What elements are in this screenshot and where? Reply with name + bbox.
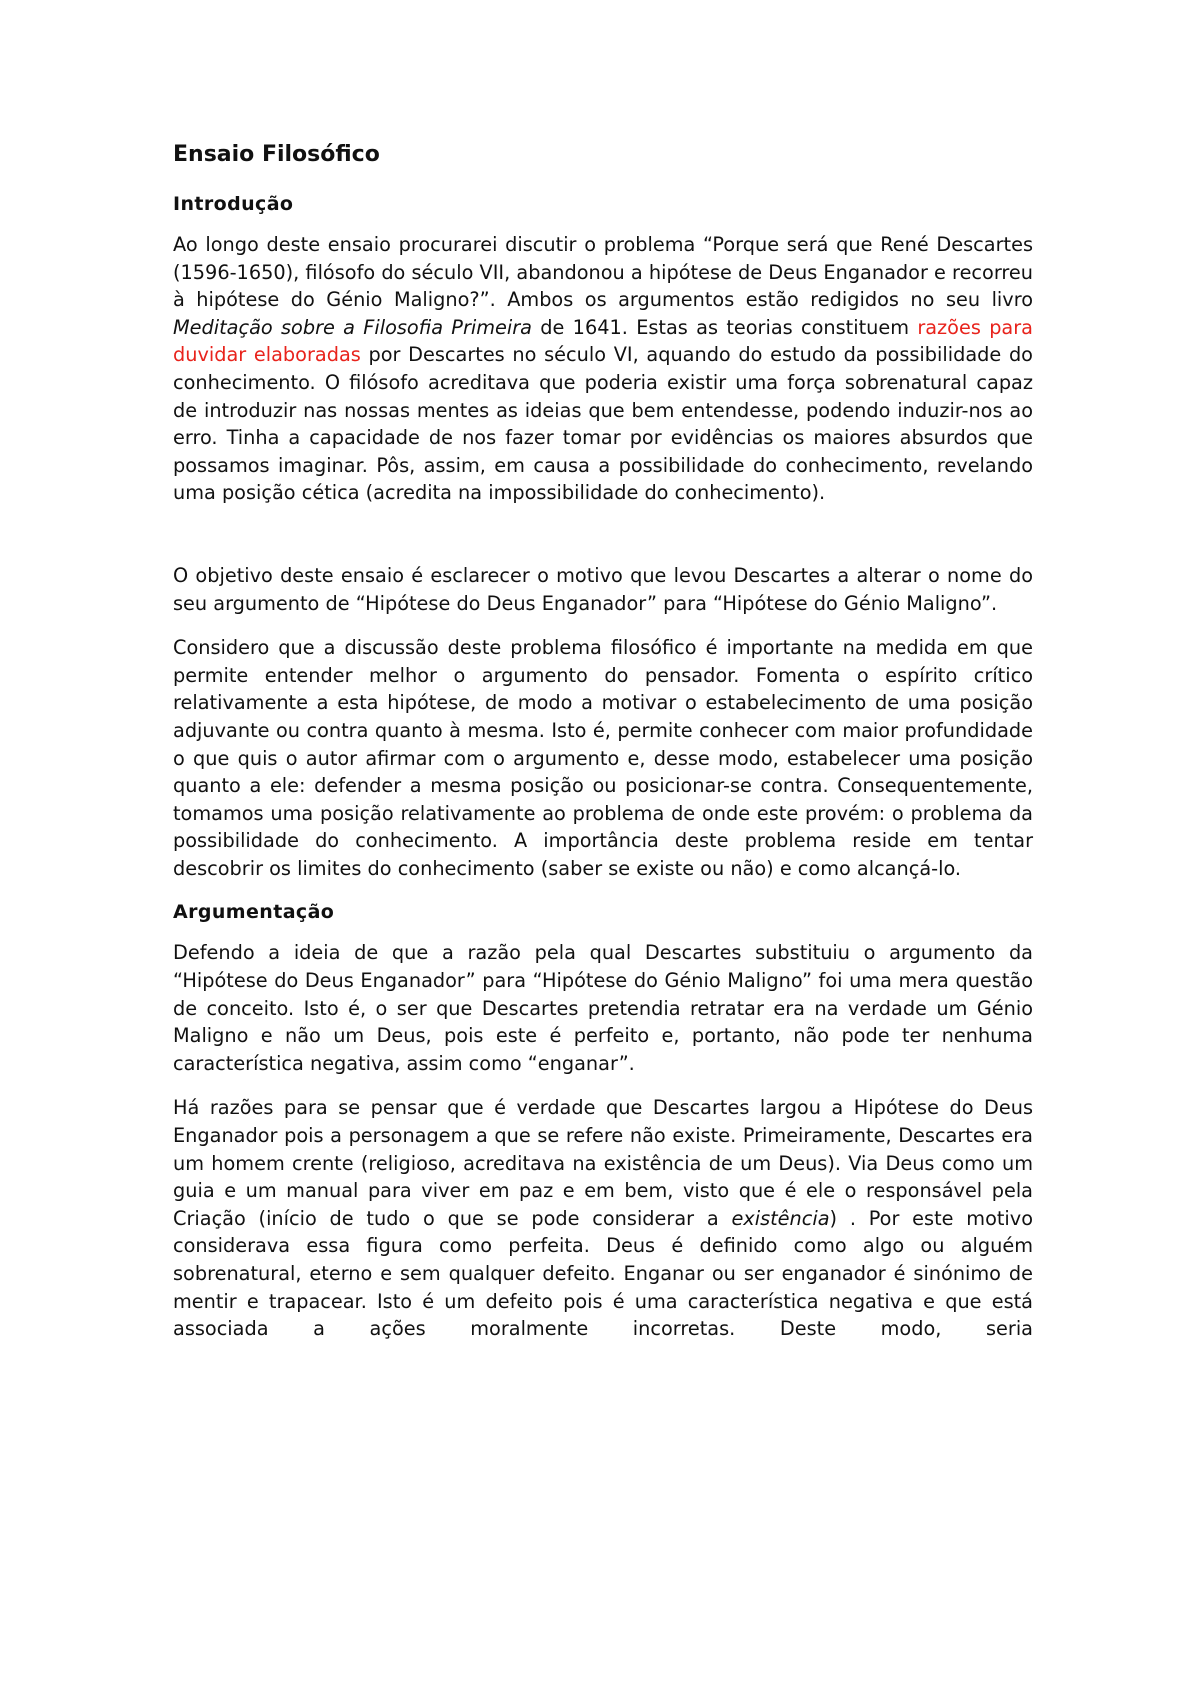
intro-p1-text-c: por Descartes no século VI, aquando do estudo da possibilidade do conhecimento. O filósofo acreditava que poderia existir uma força sobrenatural capaz de introduzir nas nossas mentes as ideias que bem entendesse, podendo induzir-nos ao erro. Tinha a capacidade de nos fazer tomar por evidências os maiores absurdos que possamos imaginar. Pôs, assim, em causa a possibilidade do conhecimento, revelando uma posição cética (acredita na impossibilidade do conhecimento). — [173, 343, 1033, 505]
highlighted-phrase: razões para duvidar elaboradas — [173, 315, 1033, 367]
argument-p2-text-a: Há razões para se pensar que é verdade que Descartes largou a Hipótese do Deus Enganador pois a personagem a que se refere não existe. Primeiramente, Descartes era um homem crente (religioso, acreditava na existência de um Deus). Via Deus como um guia e um manual para viver em paz e em bem, visto que é ele o responsável pela Criação (início de tudo o que se pode considerar a — [173, 1096, 1033, 1230]
section-heading-argument: Argumentação — [173, 901, 335, 924]
document-body — [173, 140, 1033, 1343]
argument-p2-text-b: ) . Por este motivo considerava essa figura como perfeita. Deus é definido como algo ou alguém sobrenatural, eterno e sem qualquer defeito. Enganar ou ser enganador é sinónimo de mentir e trapacear. Isto é um defeito pois é uma característica negativa e que está associada a ações moralmente incorretas. Deste modo, seria — [173, 1206, 1033, 1341]
section-heading-introduction: Introdução — [173, 193, 294, 215]
argument-paragraph-2 — [173, 1094, 1033, 1342]
intro-paragraph-2: O objetivo deste ensaio é esclarecer o motivo que levou Descartes a alterar o nome do seu argumento de “Hipótese do Deus Enganador” para “Hipótese do Génio Maligno”. — [173, 563, 1033, 615]
intro-p1-text-a: Ao longo deste ensaio procurarei discutir o problema “Porque será que René Descartes (1596-1650), filósofo do século VII, abandonou a hipótese de Deus Enganador e recorreu à hipótese do Génio Maligno?”. Ambos os argumentos estão redigidos no seu livro — [173, 233, 1033, 312]
document-title: Ensaio Filosófico — [173, 142, 380, 167]
intro-paragraph-3: Considero que a discussão deste problema filosófico é importante na medida em que permite entender melhor o argumento do pensador. Fomenta o espírito crítico relativamente a esta hipótese, de modo a motivar o estabelecimento de uma posição adjuvante ou contra quanto à mesma. Isto é, permite conhecer com maior profundidade o que quis o autor afirmar com o argumento e, desse modo, estabelecer uma posição quanto a ele: defender a mesma posição ou posicionar-se contra. Consequentemente, tomamos uma posição relativamente ao problema de onde este provém: o problema da possibilidade do conhecimento. A importância deste problema reside em tentar descobrir os limites do conhecimento (saber se existe ou não) e como alcançá-lo. — [173, 636, 1033, 880]
intro-p1-text-b: de 1641. Estas as teorias constituem — [531, 315, 918, 339]
italic-word: existência — [731, 1206, 830, 1230]
paragraph-spacer — [173, 524, 1033, 562]
intro-paragraph-1 — [173, 231, 1033, 507]
book-title: Meditação sobre a Filosofia Primeira — [173, 315, 532, 339]
argument-paragraph-1: Defendo a ideia de que a razão pela qual Descartes substituiu o argumento da “Hipótese do Deus Enganador” para “Hipótese do Génio Maligno” foi uma mera questão de conceito. Isto é, o ser que Descartes pretendia retratar era na verdade um Génio Maligno e não um Deus, pois este é perfeito e, portanto, não pode ter nenhuma característica negativa, assim como “enganar”. — [173, 941, 1033, 1075]
